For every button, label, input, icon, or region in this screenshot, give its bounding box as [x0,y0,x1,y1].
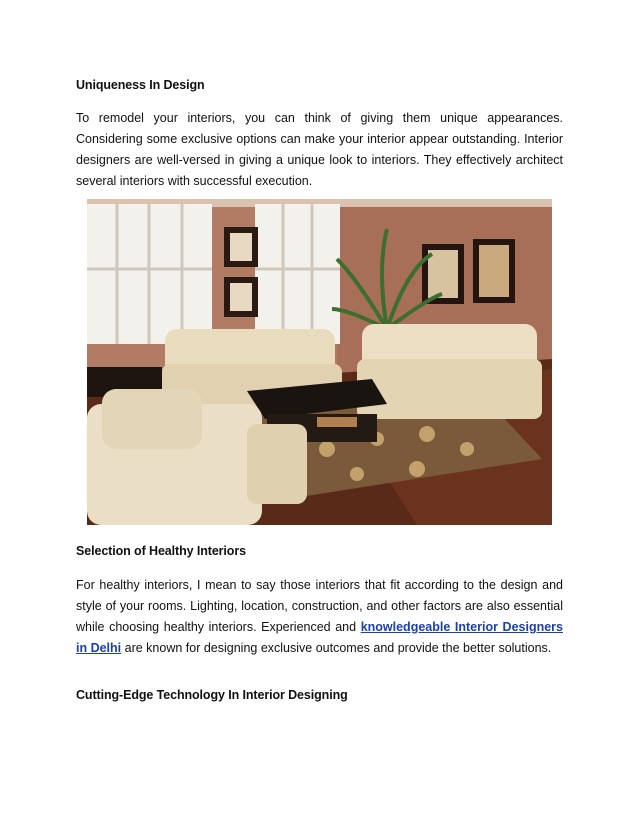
heading-cutting-edge-technology: Cutting-Edge Technology In Interior Designing [76,688,348,702]
paragraph-uniqueness: To remodel your interiors, you can think of giving them unique appearances. Considering some exclusive options can make your interior appear outstanding. Interior designers are well-versed in giving a unique look to interiors. They effectively architect several interiors with successful execution. [76,111,563,188]
living-room-photo [87,199,552,525]
heading-uniqueness-in-design: Uniqueness In Design [76,78,205,92]
heading-selection-of-healthy-interiors: Selection of Healthy Interiors [76,544,246,558]
paragraph-healthy-interiors [76,575,563,659]
interior-designers-delhi-link[interactable]: knowledgeable Interior Designers in Delhi [76,620,563,655]
paragraph-text-before-link: For healthy interiors, I mean to say those interiors that fit according to the design and style of your rooms. Lighting, location, construction, and other factors are also essential while choosing healthy interiors. Experienced and [76,578,563,634]
paragraph-text-after-link: are known for designing exclusive outcomes and provide the better solutions. [121,641,552,655]
